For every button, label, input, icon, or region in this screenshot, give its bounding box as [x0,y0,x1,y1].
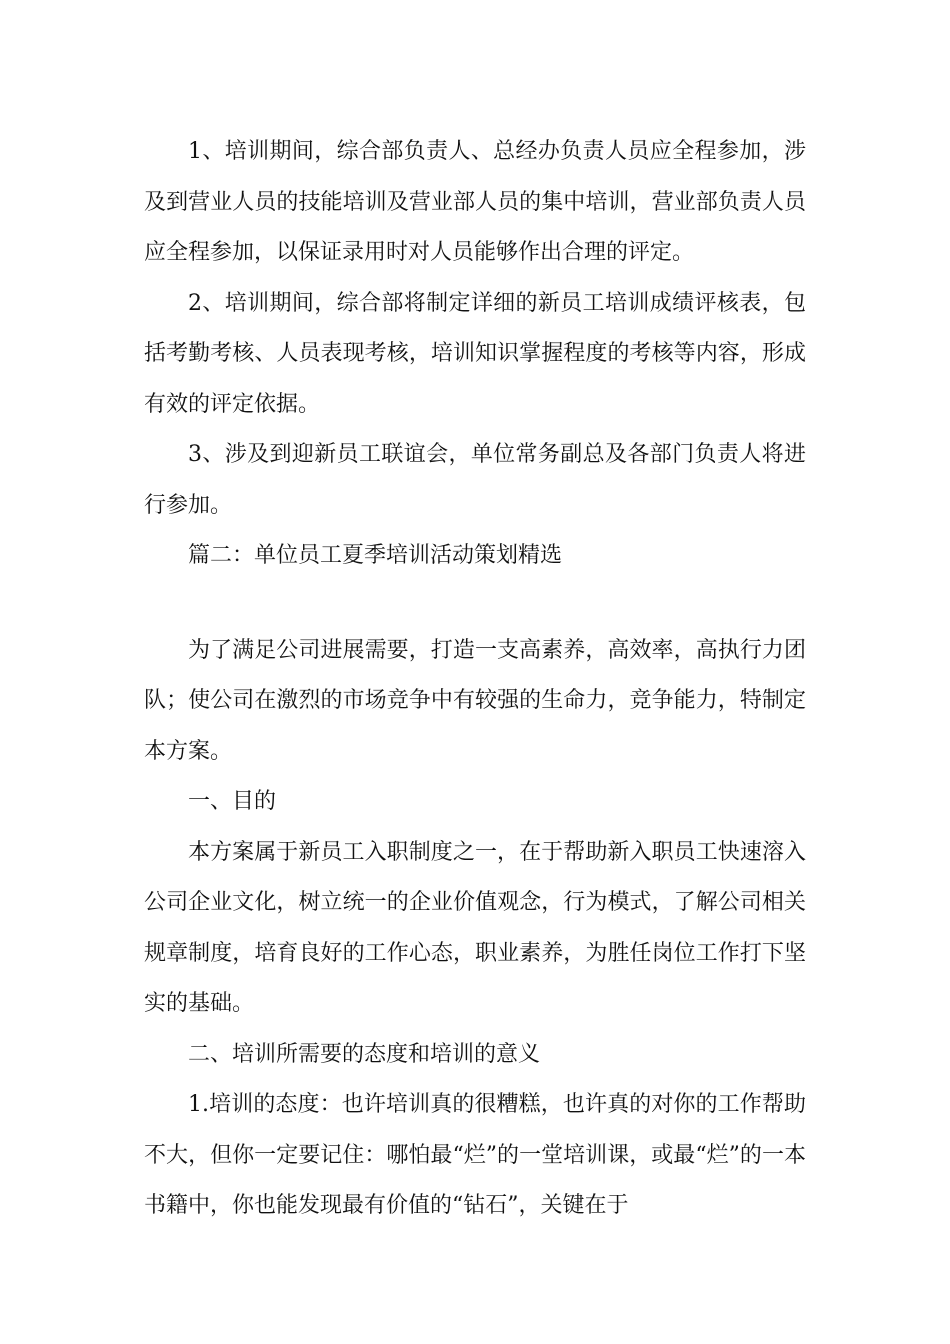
section-title-part-two: 篇二：单位员工夏季培训活动策划精选 [188,543,563,568]
paragraph-evaluation-2: 2、培训期间，综合部将制定详细的新员工培训成绩评核表，包括考勤考核、人员表现考核，培训知识掌握程度的考核等内容，形成有效的评定依据。 [144,290,806,417]
document-body [144,127,806,1232]
paragraph-intro: 为了满足公司进展需要，打造一支高素养，高效率，高执行力团队；使公司在激烈的市场竞争中有较强的生命力，竞争能力，特制定本方案。 [144,637,806,764]
paragraph-purpose: 本方案属于新员工入职制度之一，在于帮助新入职员工快速溶入公司企业文化，树立统一的企业价值观念，行为模式，了解公司相关规章制度，培育良好的工作心态，职业素养，为胜任岗位工作打下坚实的基础。 [144,839,806,1016]
paragraph-evaluation-1: 1、培训期间，综合部负责人、总经办负责人员应全程参加，涉及到营业人员的技能培训及营业部人员的集中培训，营业部负责人员应全程参加，以保证录用时对人员能够作出合理的评定。 [144,139,806,265]
paragraph-training-attitude: 1.培训的态度：也许培训真的很糟糕，也许真的对你的工作帮助不大，但你一定要记住：哪怕最“烂”的一堂培训课，或最“烂”的一本书籍中，你也能发现最有价值的“钻石”，关键在于 [144,1092,806,1218]
heading-attitude-meaning: 二、培训所需要的态度和培训的意义 [188,1041,541,1067]
paragraph-evaluation-3: 3、涉及到迎新员工联谊会，单位常务副总及各部门负责人将进行参加。 [144,442,806,518]
heading-purpose: 一、目的 [188,789,277,814]
